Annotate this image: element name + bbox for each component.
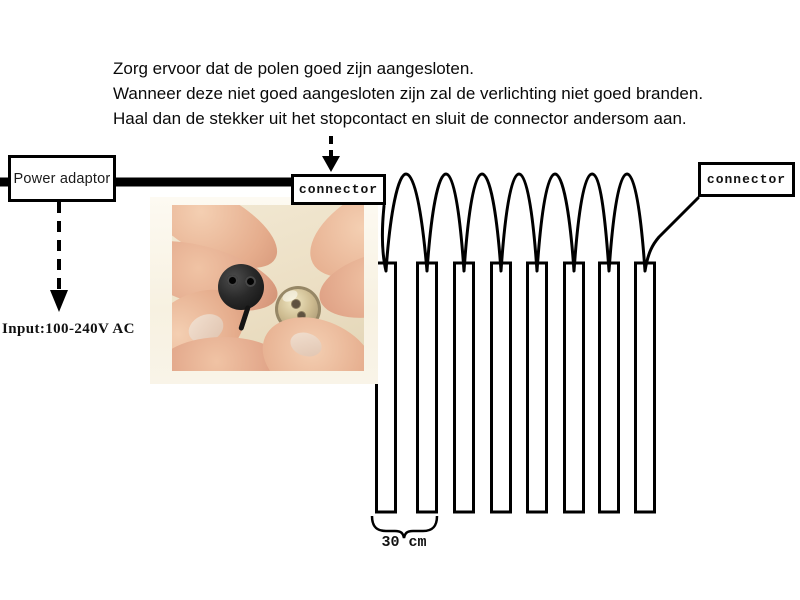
connector-arrow-head bbox=[322, 156, 340, 172]
light-drop-tubes bbox=[377, 263, 655, 512]
connector-left-label: connector bbox=[298, 182, 379, 197]
male-pin-hole-right bbox=[245, 276, 256, 287]
instruction-line-2: Wanneer deze niet goed aangesloten zijn zal de verlichting niet goed branden. bbox=[113, 84, 704, 103]
connector-photo-image bbox=[172, 205, 364, 371]
light-tube bbox=[492, 263, 511, 512]
instruction-line-1: Zorg ervoor dat de polen goed zijn aangesloten. bbox=[113, 59, 475, 78]
male-connector bbox=[218, 264, 264, 310]
input-voltage-label: Input:100-240V AC bbox=[2, 321, 135, 337]
connector-photo bbox=[150, 197, 378, 384]
spacing-label: 30 cm bbox=[381, 534, 427, 551]
power-adaptor-box bbox=[8, 155, 116, 202]
female-pin-top bbox=[292, 300, 300, 308]
power-adaptor-label: Power adaptor bbox=[13, 170, 111, 187]
input-arrow-head bbox=[50, 290, 68, 312]
light-tube bbox=[636, 263, 655, 512]
connector-right-label: connector bbox=[706, 172, 787, 187]
male-pin-hole-left bbox=[227, 275, 238, 286]
connector-box-left bbox=[291, 174, 386, 205]
light-tube bbox=[565, 263, 584, 512]
instruction-line-3: Haal dan de stekker uit het stopcontact en sluit de connector andersom aan. bbox=[113, 109, 687, 128]
light-tube bbox=[377, 263, 396, 512]
light-tube bbox=[455, 263, 474, 512]
string-wire bbox=[382, 174, 698, 271]
light-tube bbox=[528, 263, 547, 512]
connector-box-right bbox=[698, 162, 795, 197]
light-tube bbox=[600, 263, 619, 512]
light-tube bbox=[418, 263, 437, 512]
